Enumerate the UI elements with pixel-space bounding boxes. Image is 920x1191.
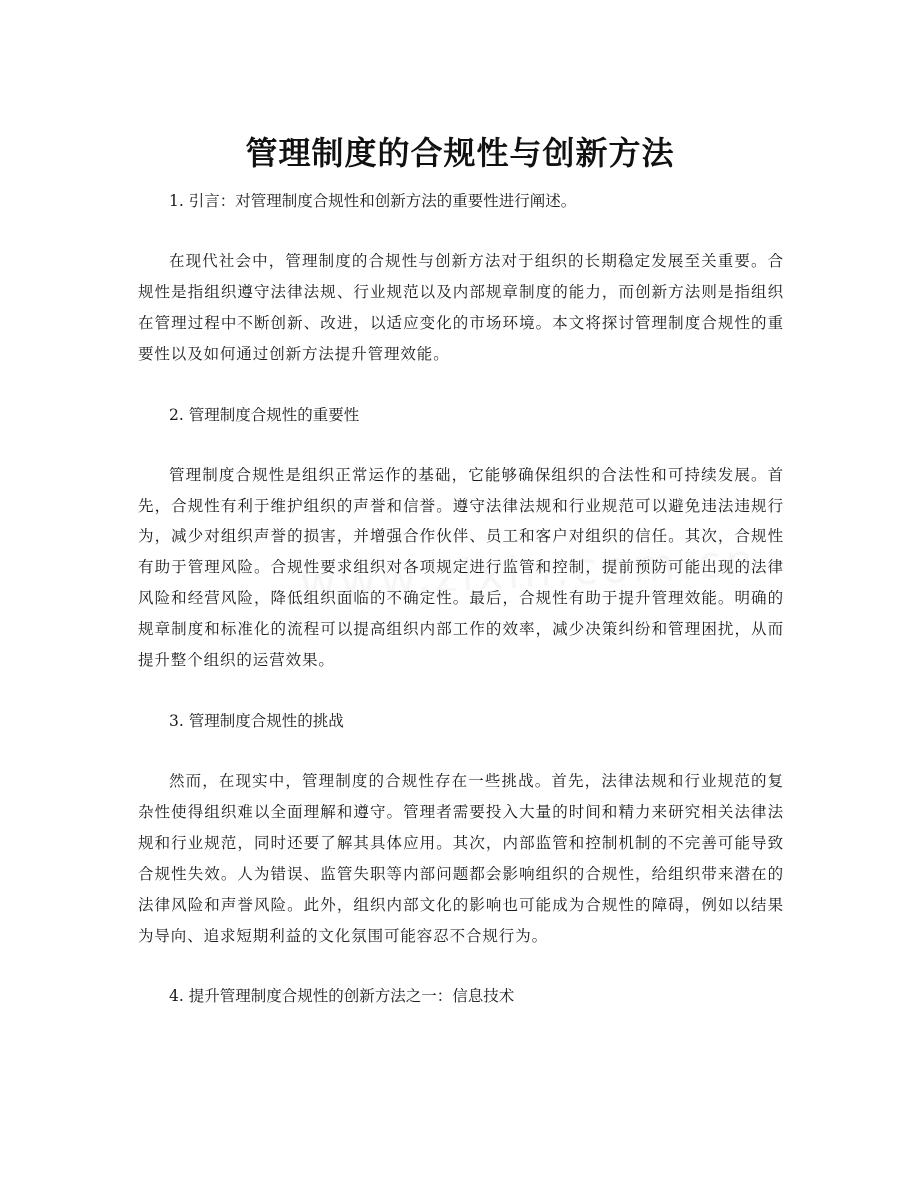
section-paragraph-2: 管理制度合规性是组织正常运作的基础，它能够确保组织的合法性和可持续发展。首先，合规性有利于维护组织的声誉和信誉。遵守法律法规和行业规范可以避免违法违规行为，减少对组织声誉的损害，并增强合作伙伴、员工和客户对组织的信任。其次，合规性有助于管理风险。合规性要求组织对各项规定进行监管和控制，提前预防可能出现的法律风险和经营风险，降低组织面临的不确定性。最后，合规性有助于提升管理效能。明确的规章制度和标准化的流程可以提高组织内部工作的效率，减少决策纠纷和管理困扰，从而提升整个组织的运营效果。 [138, 465, 784, 670]
section-heading-2: 2. 管理制度合规性的重要性 [169, 405, 360, 424]
section-paragraph-3: 然而，在现实中，管理制度的合规性存在一些挑战。首先，法律法规和行业规范的复杂性使得组织难以全面理解和遵守。管理者需要投入大量的时间和精力来研究相关法律法规和行业规范，同时还要了解其具体应用。其次，内部监管和控制机制的不完善可能导致合规性失效。人为错误、监管失职等内部问题都会影响组织的合规性，给组织带来潜在的法律风险和声誉风险。此外，组织内部文化的影响也可能成为合规性的障碍，例如以结果为导向、追求短期利益的文化氛围可能容忍不合规行为。 [138, 771, 784, 945]
page-title: 管理制度的合规性与创新方法 [245, 134, 675, 173]
section-heading-3: 3. 管理制度合规性的挑战 [169, 711, 344, 730]
section-heading-1: 1. 引言：对管理制度合规性和创新方法的重要性进行阐述。 [169, 192, 577, 210]
section-heading-4: 4. 提升管理制度合规性的创新方法之一：信息技术 [169, 987, 515, 1006]
section-paragraph-1: 在现代社会中，管理制度的合规性与创新方法对于组织的长期稳定发展至关重要。合规性是指组织遵守法律法规、行业规范以及内部规章制度的能力，而创新方法则是指组织在管理过程中不断创新、改进，以适应变化的市场环境。本文将探讨管理制度合规性的重要性以及如何通过创新方法提升管理效能。 [138, 252, 784, 363]
document-body [138, 186, 784, 1011]
